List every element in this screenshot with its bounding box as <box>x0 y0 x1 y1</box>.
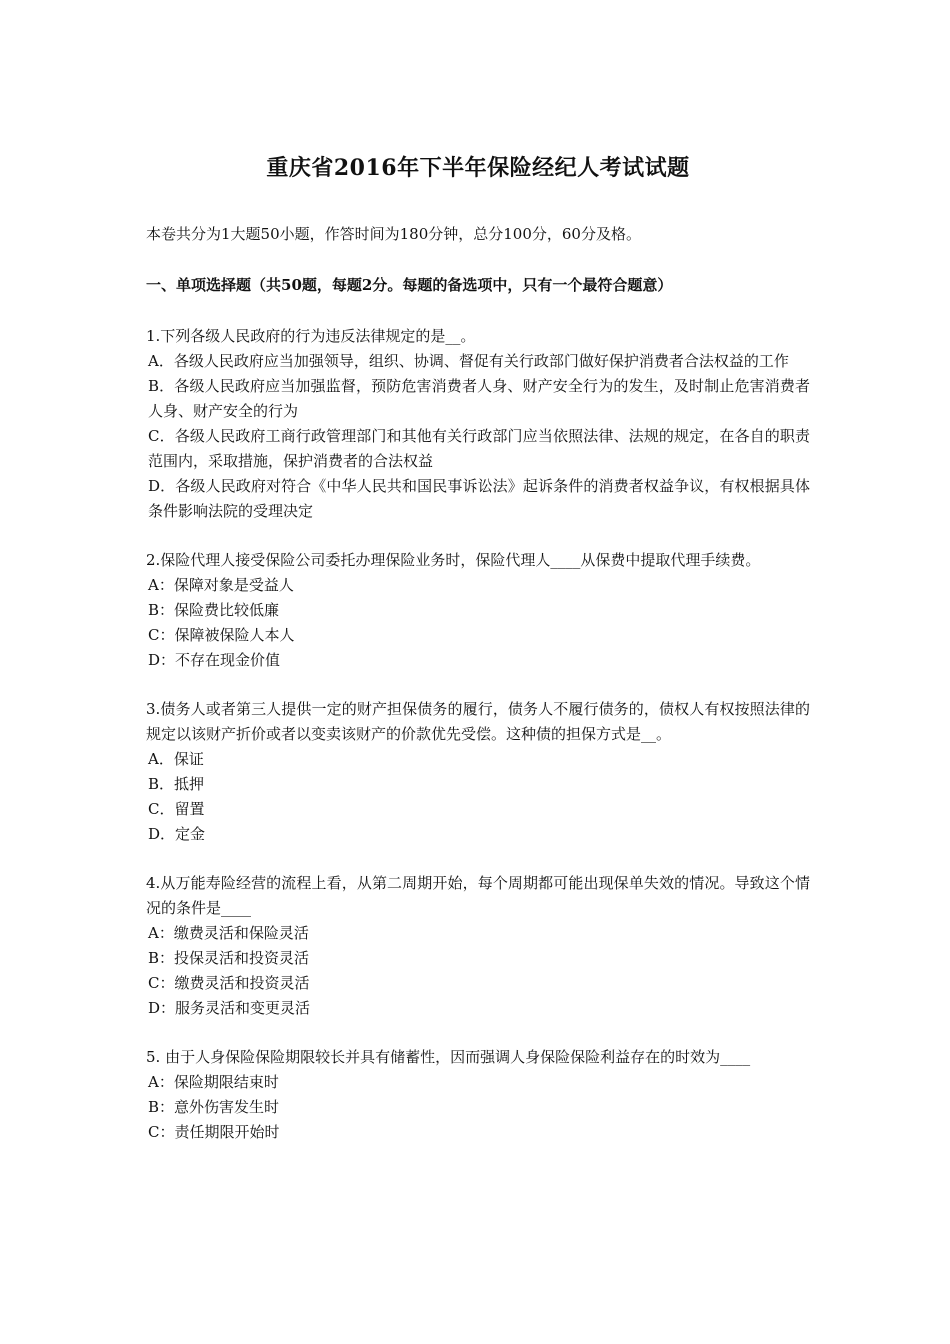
question-3 <box>146 697 810 847</box>
document-title: 重庆省2016年下半年保险经纪人考试试题 <box>266 155 690 181</box>
option-a: A：缴费灵活和保险灵活 <box>148 924 309 942</box>
question-4 <box>146 871 810 1021</box>
option-c: C．留置 <box>148 800 205 818</box>
option-b: B．各级人民政府应当加强监督，预防危害消费者人身、财产安全行为的发生，及时制止危害消费者人身、财产安全的行为 <box>148 377 810 420</box>
option-a: A．保证 <box>148 750 204 768</box>
question-stem: 2.保险代理人接受保险公司委托办理保险业务时，保险代理人____从保费中提取代理手续费。 <box>146 551 761 569</box>
option-a: A：保险期限结束时 <box>148 1073 279 1091</box>
question-stem: 5. 由于人身保险保险期限较长并具有储蓄性，因而强调人身保险保险利益存在的时效为____ <box>146 1048 751 1066</box>
option-d: D．各级人民政府对符合《中华人民共和国民事诉讼法》起诉条件的消费者权益争议，有权根据具体条件影响法院的受理决定 <box>148 477 810 520</box>
question-2 <box>146 548 810 673</box>
option-b: B．抵押 <box>148 775 205 793</box>
option-d: D：不存在现金价值 <box>148 651 281 669</box>
document-page <box>146 150 810 1169</box>
option-c: C：责任期限开始时 <box>148 1123 280 1141</box>
option-d: D：服务灵活和变更灵活 <box>148 999 311 1017</box>
option-a: A．各级人民政府应当加强领导，组织、协调、督促有关行政部门做好保护消费者合法权益的工作 <box>148 352 789 370</box>
question-stem: 4.从万能寿险经营的流程上看，从第二周期开始，每个周期都可能出现保单失效的情况。导致这个情况的条件是____ <box>146 874 810 917</box>
section-heading: 一、单项选择题（共50题，每题2分。每题的备选项中，只有一个最符合题意） <box>146 276 673 294</box>
question-stem: 3.债务人或者第三人提供一定的财产担保债务的履行，债务人不履行债务的，债权人有权按照法律的规定以该财产折价或者以变卖该财产的价款优先受偿。这种债的担保方式是__。 <box>146 700 810 743</box>
option-b: B：保险费比较低廉 <box>148 601 280 619</box>
option-b: B：意外伤害发生时 <box>148 1098 280 1116</box>
question-1 <box>146 324 810 524</box>
option-c: C：保障被保险人本人 <box>148 626 295 644</box>
option-c: C：缴费灵活和投资灵活 <box>148 974 310 992</box>
question-5 <box>146 1045 810 1145</box>
option-d: D．定金 <box>148 825 206 843</box>
exam-intro: 本卷共分为1大题50小题，作答时间为180分钟，总分100分，60分及格。 <box>146 225 641 243</box>
question-stem: 1.下列各级人民政府的行为违反法律规定的是__。 <box>146 327 476 345</box>
option-b: B：投保灵活和投资灵活 <box>148 949 310 967</box>
option-a: A：保障对象是受益人 <box>148 576 294 594</box>
option-c: C．各级人民政府工商行政管理部门和其他有关行政部门应当依照法律、法规的规定，在各自的职责范围内，采取措施，保护消费者的合法权益 <box>148 427 810 470</box>
